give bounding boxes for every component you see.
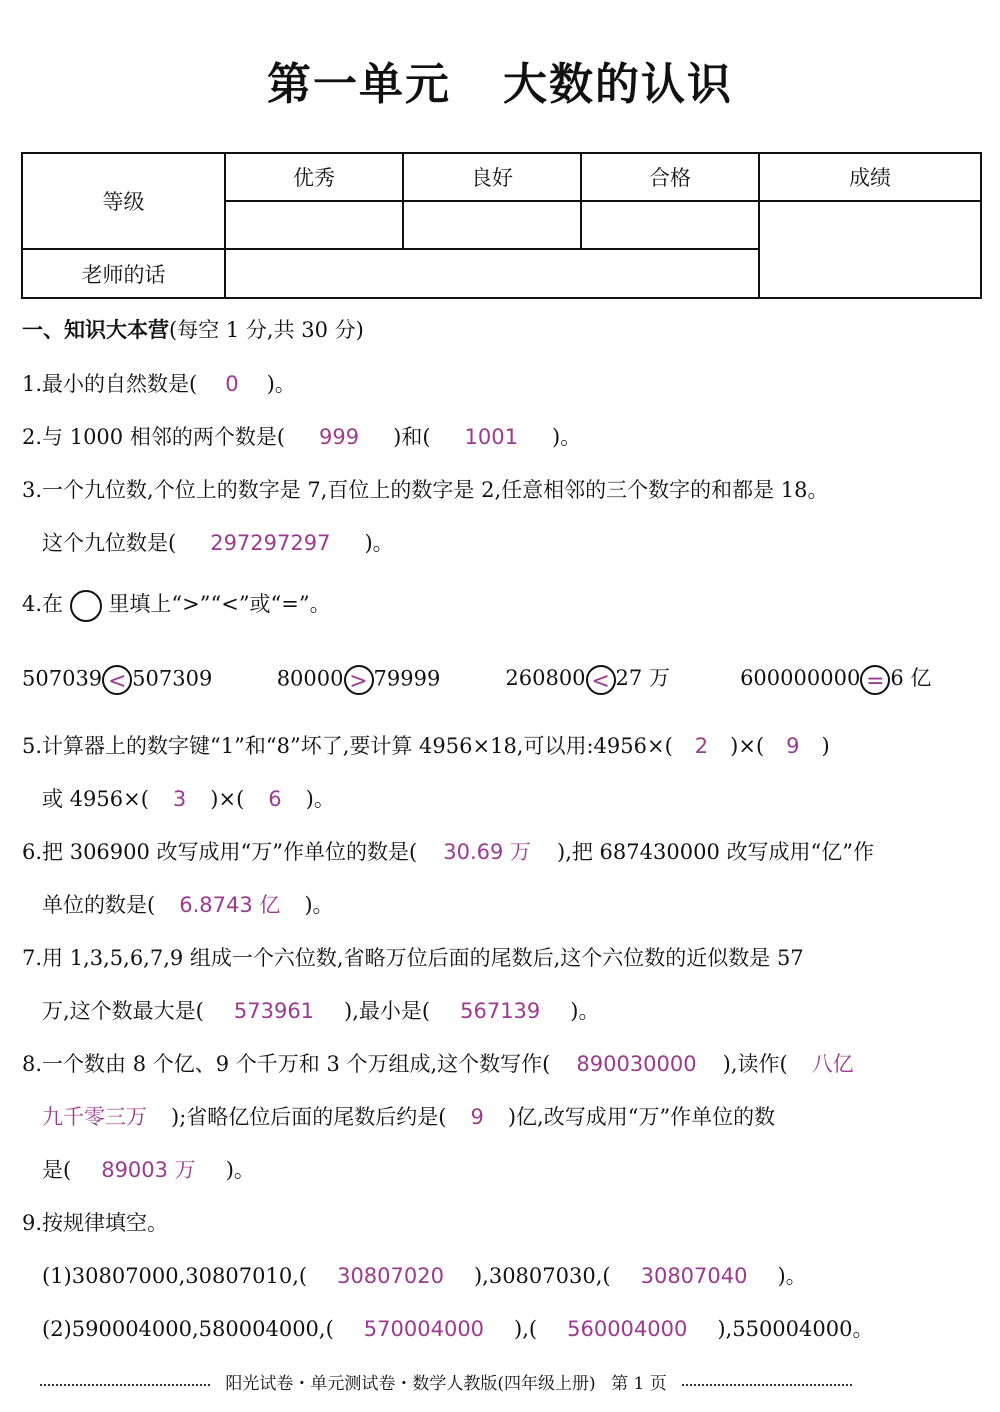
comparison-symbol[interactable]: < (586, 665, 616, 695)
grade-pass-cell[interactable] (581, 201, 759, 249)
q3-answer: 297297297 (210, 531, 331, 555)
page-number: 第 1 页 (611, 1374, 667, 1394)
q8-answer-4: 89003 万 (101, 1158, 196, 1182)
blank-circle-icon (70, 590, 102, 622)
title-topic: 大数的认识 (503, 59, 733, 110)
comparison-symbol[interactable]: > (344, 665, 374, 695)
comparison-symbol[interactable]: < (102, 665, 132, 695)
question-9-title: 9.按规律填空。 (22, 1211, 169, 1235)
question-1 (22, 368, 296, 398)
q2-end: )。 (551, 425, 582, 449)
q2-answer-1: 999 (319, 425, 360, 449)
comparison-2: 80000 > 79999 (276, 666, 441, 694)
question-4 (22, 588, 331, 622)
q3-text: 这个九位数是( (42, 531, 177, 555)
q2-answer-2: 1001 (464, 425, 518, 449)
q5-answer-2: 9 (786, 734, 800, 758)
q5-answer-4: 6 (268, 787, 282, 811)
question-5-line-1: 5.计算器上的数字键“1”和“8”坏了,要计算 4956×18,可以用:4956×( 2 )×( 9 ) (22, 734, 830, 758)
grade-pass-header: 合格 (581, 153, 759, 201)
question-5-line-2: 或 4956×( 3 )×( 6 )。 (42, 787, 335, 811)
question-3-line-2 (42, 527, 394, 557)
question-6-line-2: 单位的数是( 6.8743 亿 )。 (42, 893, 334, 917)
comparison-1: 507039 < 507309 (22, 666, 213, 694)
question-7-line-1: 7.用 1,3,5,6,7,9 组成一个六位数,省略万位后面的尾数后,这个六位数的近似数是 57 (22, 946, 804, 970)
question-6-line-1: 6.把 306900 改写成用“万”作单位的数是( 30.69 万 ),把 687430000 改写成用“亿”作 (22, 840, 874, 864)
comparison-symbol[interactable]: = (860, 665, 890, 695)
teacher-comment-cell[interactable] (225, 249, 759, 298)
q8-answer-3: 9 (470, 1105, 484, 1129)
q9-1-answer-1: 30807020 (337, 1264, 444, 1288)
question-7-line-2: 万,这个数最大是( 573961 ),最小是( 567139 )。 (42, 999, 600, 1023)
grade-good-header: 良好 (403, 153, 581, 201)
q5-answer-1: 2 (694, 734, 709, 758)
footer-divider-right (682, 1384, 852, 1386)
q6-answer-2: 6.8743 亿 (179, 893, 281, 917)
grade-score-header: 成绩 (759, 153, 981, 201)
comparison-3: 260800 < 27 万 (505, 666, 670, 694)
q5-answer-3: 3 (172, 787, 187, 811)
q7-answer-1: 573961 (233, 999, 315, 1023)
footer-divider-left (40, 1384, 210, 1386)
q9-2-answer-1: 570004000 (363, 1317, 485, 1341)
q6-answer-1: 30.69 万 (443, 840, 532, 864)
question-8-line-3: 是( 89003 万 )。 (42, 1158, 255, 1182)
question-9-part-1: (1)30807000,30807010,( 30807020 ),30807030,( 30807040 )。 (42, 1264, 807, 1288)
page-footer (40, 1369, 970, 1394)
question-3-line-1: 3.一个九位数,个位上的数字是 7,百位上的数字是 2,任意相邻的三个数字的和都是 18。 (22, 478, 829, 502)
q8-answer-1: 890030000 (576, 1052, 697, 1076)
comparison-4: 600000000 = 6 亿 (740, 666, 932, 694)
grade-excellent-header: 优秀 (225, 153, 403, 201)
question-8-line-2: 九千零三万 );省略亿位后面的尾数后约是( 9 )亿,改写成用“万”作单位的数 (42, 1105, 776, 1129)
q8-answer-2b: 九千零三万 (42, 1105, 147, 1129)
section-heading (22, 314, 364, 344)
teacher-comment-label: 老师的话 (22, 249, 225, 298)
q4-text-1: 4.在 (22, 592, 64, 616)
q3-end: )。 (364, 531, 394, 555)
q9-1-answer-2: 30807040 (640, 1264, 748, 1288)
q4-text-2: 里填上“>”“<”或“=”。 (108, 592, 331, 616)
q4-comparisons (22, 662, 931, 695)
footer-title: 阳光试卷・单元测试卷・数学人教版(四年级上册) (225, 1374, 596, 1394)
q2-text: 2.与 1000 相邻的两个数是( (22, 425, 286, 449)
q2-mid: )和( (393, 425, 431, 449)
q9-2-answer-2: 560004000 (567, 1317, 688, 1341)
q8-answer-2a: 八亿 (811, 1052, 854, 1076)
q1-text: 1.最小的自然数是( (22, 372, 198, 396)
q7-answer-2: 567139 (460, 999, 541, 1023)
title-unit: 第一单元 (267, 59, 451, 110)
section-note: (每空 1 分,共 30 分) (169, 318, 364, 342)
grade-excellent-cell[interactable] (225, 201, 403, 249)
question-2 (22, 421, 581, 451)
grade-good-cell[interactable] (403, 201, 581, 249)
q1-end: )。 (266, 372, 296, 396)
question-9-part-2: (2)590004000,580004000,( 570004000 ),( 560004000 ),550004000。 (42, 1317, 874, 1341)
grade-level-label: 等级 (22, 153, 225, 249)
q1-answer: 0 (225, 372, 239, 396)
grade-table (21, 152, 982, 299)
grade-score-cell[interactable] (759, 201, 981, 298)
question-8-line-1: 8.一个数由 8 个亿、9 个千万和 3 个万组成,这个数写作( 890030000 ),读作( 八亿 (22, 1052, 854, 1076)
page-title (0, 48, 1000, 112)
section-title: 一、知识大本营 (22, 318, 169, 342)
